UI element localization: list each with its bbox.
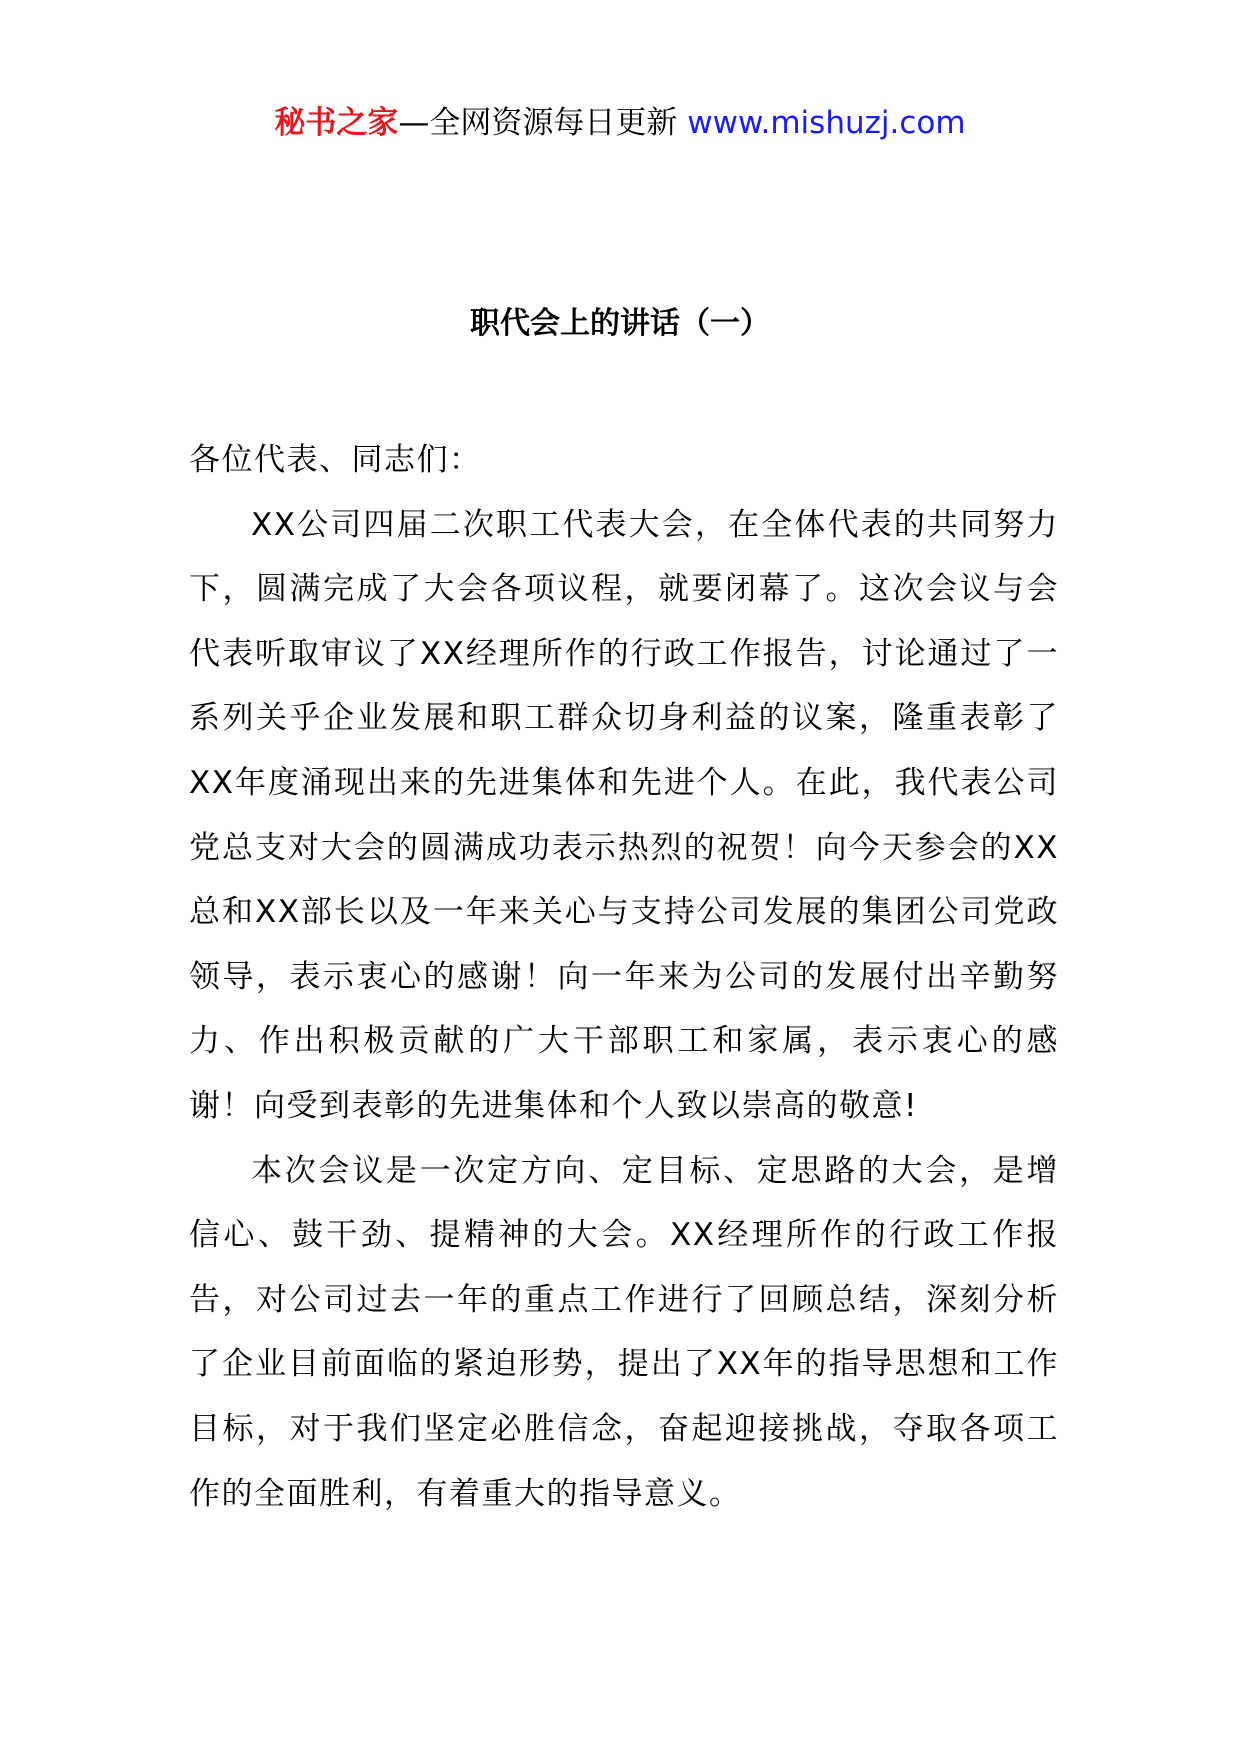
header-tagline: —全网资源每日更新 — [398, 105, 688, 141]
site-url-link[interactable]: www.mishuzj.com — [687, 105, 966, 141]
body-paragraph-2: 本次会议是一次定方向、定目标、定思路的大会，是增信心、鼓干劲、提精神的大会。XX经理所作的行政工作报告，对公司过去一年的重点工作进行了回顾总结，深刻分析了企业目前面临的紧迫形势，提出了XX年的指导思想和工作目标，对于我们坚定必胜信念，奋起迎接挑战，夺取各项工作的全面胜利，有着重大的指导意义。 — [189, 1152, 1059, 1512]
document-body — [189, 428, 1059, 1526]
salutation: 各位代表、同志们： — [189, 442, 482, 478]
page-header — [0, 100, 1240, 146]
document-title: 职代会上的讲话（一） — [470, 306, 770, 341]
body-paragraph-1: XX公司四届二次职工代表大会，在全体代表的共同努力下，圆满完成了大会各项议程，就要闭幕了。这次会议与会代表听取审议了XX经理所作的行政工作报告，讨论通过了一系列关乎企业发展和职工群众切身利益的议案，隆重表彰了XX年度涌现出来的先进集体和先进个人。在此，我代表公司党总支对大会的圆满成功表示热烈的祝贺！向今天参会的XX总和XX部长以及一年来关心与支持公司发展的集团公司党政领导，表示衷心的感谢！向一年来为公司的发展付出辛勤努力、作出积极贡献的广大干部职工和家属，表示衷心的感谢！向受到表彰的先进集体和个人致以崇高的敬意! — [189, 506, 1059, 1124]
brand-name: 秘书之家 — [274, 105, 399, 141]
